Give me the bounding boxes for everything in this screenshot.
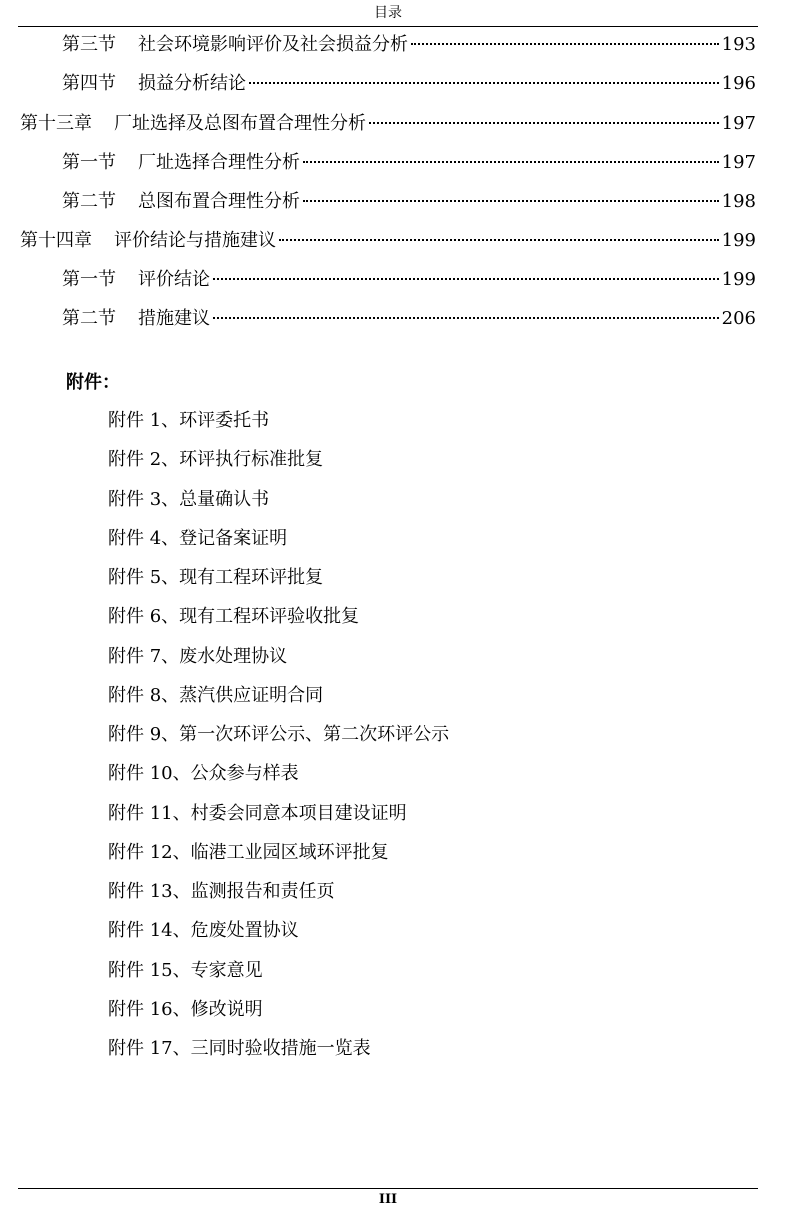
toc-leader-dots [411,42,719,45]
toc-entry-title: 措施建议 [138,308,210,329]
toc-leader-dots [213,316,719,319]
toc-entry-title: 厂址选择合理性分析 [138,152,300,173]
toc-entry-number: 第十三章 [20,113,92,134]
attachment-item: 附件 17、三同时验收措施一览表 [108,1038,371,1059]
toc-entry-title: 社会环境影响评价及社会损益分析 [138,34,408,55]
page-header-title: 目录 [374,5,402,21]
attachment-item: 附件 1、环评委托书 [108,410,270,431]
page-footer [18,1188,758,1211]
toc-entry[interactable] [62,189,756,215]
toc-entry-number: 第十四章 [20,230,92,251]
attachment-item: 附件 14、危废处置协议 [108,920,299,941]
toc-entry-page: 197 [721,113,756,134]
attachment-item: 附件 9、第一次环评公示、第二次环评公示 [108,724,450,745]
toc-entry[interactable] [62,267,756,293]
toc-entry-page: 197 [721,152,756,173]
attachment-item: 附件 8、蒸汽供应证明合同 [108,685,324,706]
toc-entry[interactable] [62,306,756,332]
toc-entry[interactable] [62,71,756,97]
attachment-item: 附件 10、公众参与样表 [108,763,299,784]
attachment-item: 附件 6、现有工程环评验收批复 [108,606,360,627]
toc-entry[interactable] [62,150,756,176]
attachment-item: 附件 3、总量确认书 [108,489,270,510]
toc-entry[interactable] [62,32,756,58]
attachment-item: 附件 16、修改说明 [108,999,263,1020]
toc-entry-chapter[interactable] [20,228,756,254]
toc-entry-number: 第二节 [62,308,116,329]
attachment-item: 附件 5、现有工程环评批复 [108,567,324,588]
toc-leader-dots [213,277,719,280]
toc-entry-number: 第二节 [62,191,116,212]
toc-leader-dots [249,81,719,84]
attachment-item: 附件 7、废水处理协议 [108,646,288,667]
toc-entry-title: 评价结论与措施建议 [114,230,276,251]
page-header [18,0,758,27]
toc-entry-page: 199 [721,269,756,290]
attachment-item: 附件 12、临港工业园区域环评批复 [108,842,389,863]
toc-entry-chapter[interactable] [20,111,756,137]
toc-entry-title: 总图布置合理性分析 [138,191,300,212]
attachment-item: 附件 4、登记备案证明 [108,528,288,549]
attachments-heading: 附件： [66,372,120,393]
toc-leader-dots [279,238,719,241]
toc-leader-dots [303,199,719,202]
page-number: III [378,1192,398,1207]
toc-entry-title: 损益分析结论 [138,73,246,94]
toc-entry-page: 206 [721,308,756,329]
toc-entry-title: 评价结论 [138,269,210,290]
attachment-item: 附件 2、环评执行标准批复 [108,449,324,470]
toc-entry-page: 193 [721,34,756,55]
attachment-item: 附件 11、村委会同意本项目建设证明 [108,803,407,824]
toc-entry-page: 198 [721,191,756,212]
toc-entry-number: 第一节 [62,152,116,173]
toc-entry-number: 第一节 [62,269,116,290]
toc-entry-number: 第三节 [62,34,116,55]
attachment-item: 附件 15、专家意见 [108,960,263,981]
toc-entry-page: 196 [721,73,756,94]
toc-leader-dots [303,160,719,163]
toc-entry-title: 厂址选择及总图布置合理性分析 [114,113,366,134]
toc-entry-number: 第四节 [62,73,116,94]
toc-leader-dots [369,121,719,124]
attachment-item: 附件 13、监测报告和责任页 [108,881,335,902]
toc-entry-page: 199 [721,230,756,251]
